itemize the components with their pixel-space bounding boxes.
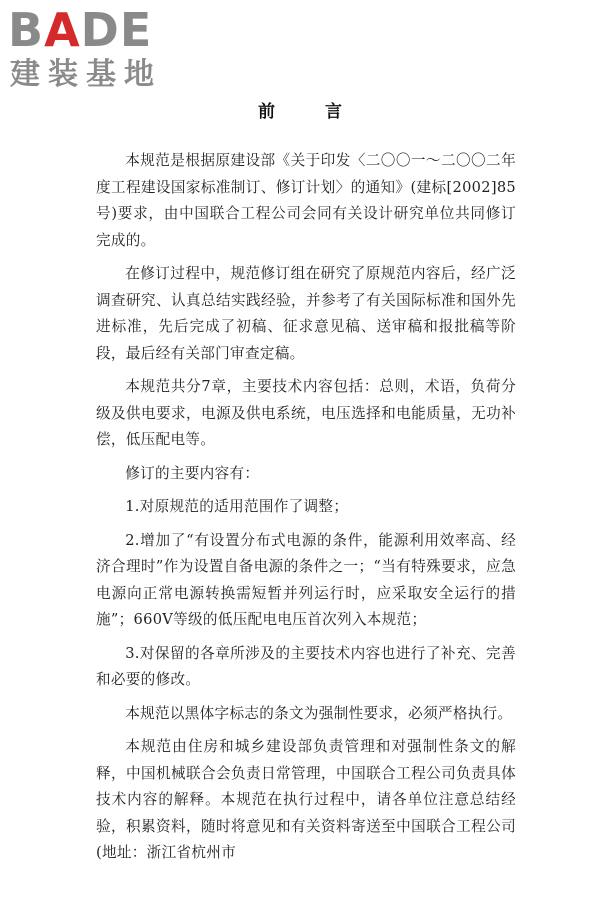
page-title: 前 言 <box>258 102 364 122</box>
paragraph: 2.增加了“有设置分布式电源的条件，能源利用效率高、经济合理时”作为设置自备电源的条件之一；“当有特殊要求，应急电源向正常电源转换需短暂并列运行时，应采取安全运行的措施”；660V等级的低压配电电压首次列入本规范； <box>96 531 516 628</box>
paragraph: 本规范由住房和城乡建设部负责管理和对强制性条文的解释，中国机械联合会负责日常管理，中国联合工程公司负责具体技术内容的解释。本规范在执行过程中，请各单位注意总结经验，积累资料，随时将意见和有关资料寄送至中国联合工程公司(地址：浙江省杭州市 <box>96 738 516 861</box>
logo-letters-de: DE <box>80 3 153 57</box>
paragraph: 本规范以黑体字标志的条文为强制性要求，必须严格执行。 <box>125 704 513 722</box>
paragraph: 本规范共分7章，主要技术内容包括：总则，术语，负荷分级及供电要求，电源及供电系统，电压选择和电能质量，无功补偿，低压配电等。 <box>96 378 516 448</box>
paragraph: 3.对保留的各章所涉及的主要技术内容也进行了补充、完善和必要的修改。 <box>96 644 516 688</box>
document-body <box>96 148 516 874</box>
logo-letter-a: A <box>44 3 81 57</box>
logo-wordmark <box>8 3 153 57</box>
paragraph: 本规范是根据原建设部《关于印发〈二〇〇一～二〇〇二年度工程建设国家标准制订、修订计划〉的通知》(建标[2002]85号)要求，由中国联合工程公司会同有关设计研究单位共同修订完成的。 <box>96 152 516 249</box>
brand-logo <box>8 3 178 96</box>
logo-letter-b: B <box>8 3 45 57</box>
paragraph: 在修订过程中，规范修订组在研究了原规范内容后，经广泛调查研究、认真总结实践经验，并参考了有关国际标准和国外先进标准，先后完成了初稿、征求意见稿、送审稿和报批稿等阶段，最后经有关部门审查定稿。 <box>96 265 516 362</box>
paragraph: 1.对原规范的适用范围作了调整； <box>125 498 349 515</box>
paragraph: 修订的主要内容有： <box>125 464 260 482</box>
logo-subtitle: 建装基地 <box>10 57 162 92</box>
